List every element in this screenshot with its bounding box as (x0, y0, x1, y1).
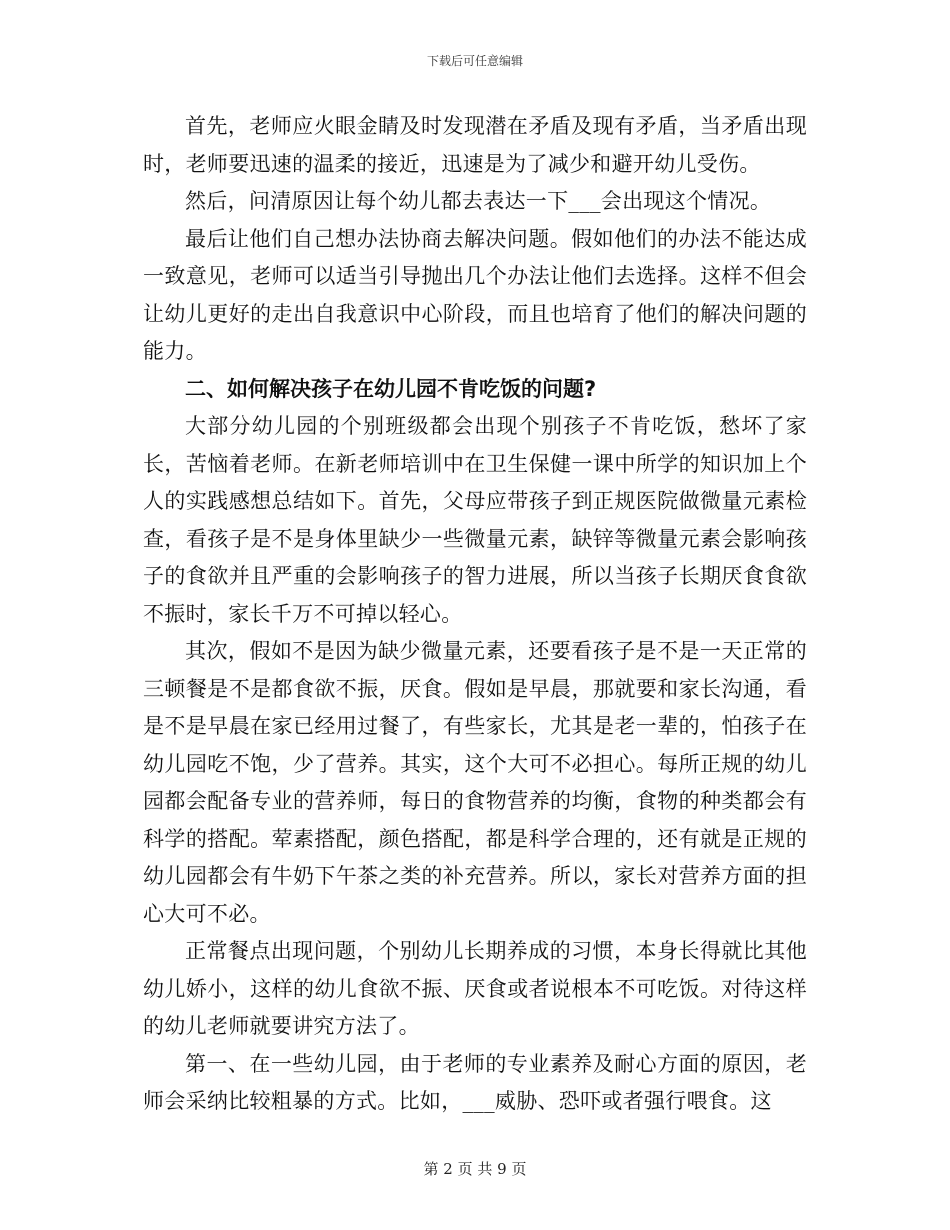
paragraph-5: 其次，假如不是因为缺少微量元素，还要看孩子是不是一天正常的三顿餐是不是都食欲不振，厌食。假如是早晨，那就要和家长沟通，看是不是早晨在家已经用过餐了，有些家长，尤其是老一辈的，怕孩子在幼儿园吃不饱，少了营养。其实，这个大可不必担心。每所正规的幼儿园都会配备专业的营养师，每日的食物营养的均衡，食物的种类都会有科学的搭配。荤素搭配，颜色搭配，都是科学合理的，还有就是正规的幼儿园都会有牛奶下午茶之类的补充营养。所以，家长对营养方面的担心大可不必。 (143, 639, 807, 926)
paragraph-3: 最后让他们自己想办法协商去解决问题。假如他们的办法不能达成一致意见，老师可以适当引导抛出几个办法让他们去选择。这样不但会让幼儿更好的走出自我意识中心阶段，而且也培育了他们的解决问题的能力。 (143, 226, 807, 363)
paragraph-1: 首先，老师应火眼金睛及时发现潜在矛盾及现有矛盾，当矛盾出现时，老师要迅速的温柔的接近，迅速是为了减少和避开幼儿受伤。 (143, 114, 807, 176)
page-header: 下载后可任意编辑 (426, 54, 523, 68)
paragraph-6: 正常餐点出现问题，个别幼儿长期养成的习惯，本身长得就比其他幼儿娇小，这样的幼儿食欲不振、厌食或者说根本不可吃饭。对待这样的幼儿老师就要讲究方法了。 (143, 939, 807, 1038)
paragraph-7: 第一、在一些幼儿园，由于老师的专业素养及耐心方面的原因，老师会采纳比较粗暴的方式。比如，___威胁、恐吓或者强行喂食。这 (143, 1051, 807, 1113)
paragraph-2: 然后，问清原因让每个幼儿都去表达一下___会出现这个情况。 (185, 189, 772, 213)
paragraph-4: 大部分幼儿园的个别班级都会出现个别孩子不肯吃饭，愁坏了家长，苦恼着老师。在新老师培训中在卫生保健一课中所学的知识加上个人的实践感想总结如下。首先，父母应带孩子到正规医院做微量元素检查，看孩子是不是身体里缺少一些微量元素，缺锌等微量元素会影响孩子的食欲并且严重的会影响孩子的智力进展，所以当孩子长期厌食食欲不振时，家长千万不可掉以轻心。 (143, 414, 807, 626)
section-heading: 二、如何解决孩子在幼儿园不肯吃饭的问题? (185, 376, 597, 401)
document-body (143, 108, 807, 1121)
page-number: 第 2 页 共 9 页 (423, 1160, 527, 1178)
